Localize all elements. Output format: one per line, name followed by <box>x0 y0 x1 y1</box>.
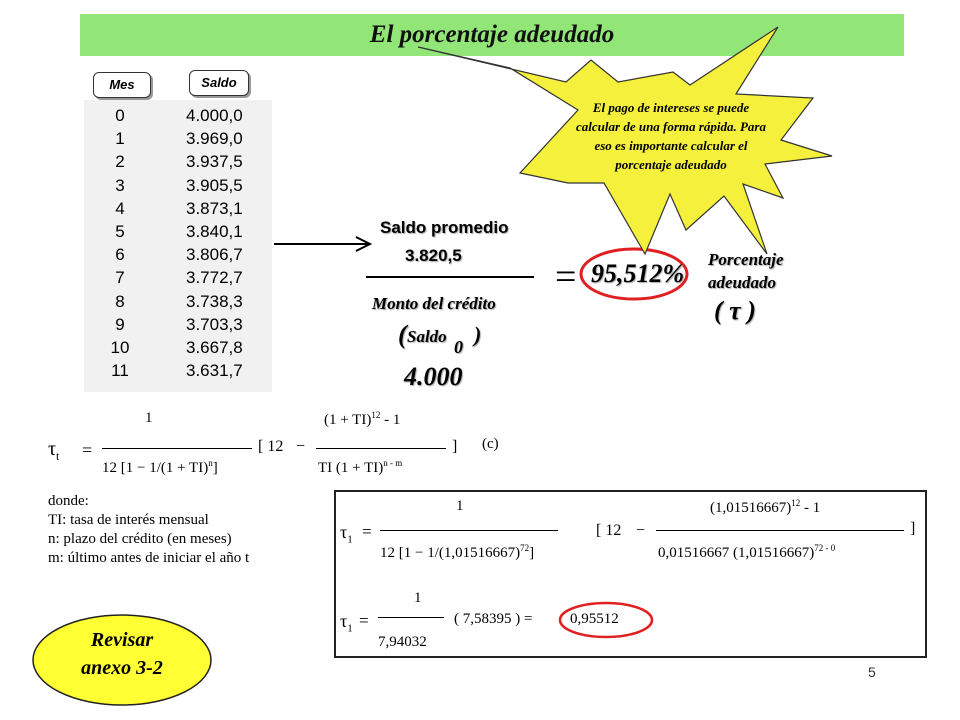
calc-den1-b: ] <box>529 545 535 561</box>
porcentaje-label-line1: Porcentaje <box>708 250 784 269</box>
table-cell-saldo: 3.631,7 <box>186 361 243 381</box>
definitions <box>48 492 249 568</box>
table-cell-mes: 3 <box>115 175 125 195</box>
tau-symbol: ( τ ) <box>714 296 756 325</box>
calc-r2-mid: ( 7,58395 ) = <box>454 611 533 627</box>
formula-num2 <box>324 410 400 429</box>
anexo-line: anexo 3-2 <box>81 657 163 679</box>
saldo-column <box>186 104 266 382</box>
formula-den1 <box>102 458 218 477</box>
calc-num2 <box>710 498 820 517</box>
table-cell-mes: 5 <box>115 222 125 242</box>
table-cell-saldo: 3.772,7 <box>186 268 243 288</box>
table-cell-saldo: 3.738,3 <box>186 291 243 311</box>
fraction-line <box>366 276 534 278</box>
paren-open: ( <box>398 320 407 349</box>
paren-close: ) <box>474 322 482 347</box>
table-cell-saldo: 3.840,1 <box>186 222 243 242</box>
table-cell-mes: 2 <box>115 152 125 172</box>
callout-line: El pago de intereses se puede <box>592 100 750 115</box>
table-cell-saldo: 3.969,0 <box>186 129 243 149</box>
formula-num1: 1 <box>145 410 153 426</box>
calc-minus: − <box>636 522 646 539</box>
definition-line: n: plazo del crédito (en meses) <box>48 531 232 547</box>
formula-den2 <box>318 458 402 477</box>
table-cell-mes: 4 <box>115 198 125 218</box>
calc-den2-exp: 72 - 0 <box>814 543 836 553</box>
calc-den2 <box>658 543 835 562</box>
formula-bracket-open: [ 12 <box>258 438 284 455</box>
calc-den2-a: 0,01516667 (1,01516667) <box>658 545 815 561</box>
calc-lhs <box>340 522 353 546</box>
porcentaje-label-line2: adeudado <box>708 273 776 292</box>
page-title: El porcentaje adeudado <box>369 21 615 48</box>
callout-line: porcentaje adeudado <box>615 157 727 172</box>
formula-fraction-line-1 <box>102 448 252 449</box>
formula-tau: τ <box>48 438 57 460</box>
equals-sign: = <box>555 256 577 298</box>
table-cell-saldo: 3.703,3 <box>186 314 243 334</box>
saldo-header: Saldo <box>189 70 249 96</box>
formula-den1-b: ] <box>212 460 218 476</box>
monto-credito-value: 4.000 <box>404 362 463 391</box>
mes-column <box>92 104 148 382</box>
formula-fraction-line-2 <box>316 448 446 449</box>
monto-credito-label: Monto del crédito <box>372 294 496 313</box>
calc-den1-exp: 72 <box>520 543 530 553</box>
calc-den1 <box>380 543 534 562</box>
saldo-sub-index: 0 <box>454 337 463 357</box>
formula-lhs <box>48 438 59 464</box>
formula-num2-a: (1 + TI) <box>324 412 372 428</box>
table-cell-mes: 6 <box>115 245 125 265</box>
table-cell-mes: 10 <box>110 338 130 358</box>
calc-fraction-line-1 <box>380 530 558 531</box>
page-number: 5 <box>868 664 876 680</box>
calc-r2-lhs-sub: 1 <box>347 622 353 635</box>
table-cell-saldo: 3.667,8 <box>186 338 243 358</box>
saldo-promedio-label: Saldo promedio <box>380 218 509 237</box>
calc-lhs-sub: 1 <box>347 533 353 546</box>
porcentaje-result: 95,512% <box>591 259 685 288</box>
calc-r2-num: 1 <box>414 590 422 606</box>
formula-den1-a: 12 [1 − 1/(1 + TI) <box>102 460 209 476</box>
table-cell-saldo: 3.905,5 <box>186 175 243 195</box>
table-cell-saldo: 3.873,1 <box>186 198 243 218</box>
calc-num2-exp: 12 <box>791 498 801 508</box>
table-cell-saldo: 3.806,7 <box>186 245 243 265</box>
calc-fraction-line-2 <box>656 530 904 531</box>
formula-equals: = <box>82 440 93 460</box>
table-cell-saldo: 3.937,5 <box>186 152 243 172</box>
table-cell-mes: 11 <box>111 361 129 381</box>
definition-line: m: último antes de iniciar el año t <box>48 550 250 566</box>
definition-line: donde: <box>48 493 89 509</box>
calc-den1-a: 12 [1 − 1/(1,01516667) <box>380 545 521 561</box>
table-cell-mes: 1 <box>115 129 125 149</box>
callout-line: calcular de una forma rápida. Para <box>576 119 766 134</box>
calc-equals: = <box>362 522 372 541</box>
calc-r2-result: 0,95512 <box>570 611 619 627</box>
calc-r2-equals: = <box>359 611 369 630</box>
table-cell-mes: 8 <box>115 291 125 311</box>
calc-num2-a: (1,01516667) <box>710 500 792 516</box>
calc-num2-b: - 1 <box>800 500 821 516</box>
formula-lhs-sub: t <box>56 449 60 463</box>
formula-den1-exp: n <box>208 458 213 468</box>
saldo-promedio-value: 3.820,5 <box>405 246 462 265</box>
callout-line: eso es importante calcular el <box>594 138 748 153</box>
callout-text <box>548 98 794 174</box>
calc-bracket-close: ] <box>910 520 916 537</box>
calc-num1: 1 <box>456 498 464 514</box>
formula-minus: − <box>296 438 306 455</box>
calc-r2-fraction-line <box>378 617 444 618</box>
definition-line: TI: tasa de interés mensual <box>48 512 209 528</box>
formula-num2-exp: 12 <box>371 410 381 420</box>
calc-r2-den: 7,94032 <box>378 634 427 650</box>
calc-bracket-open: [ 12 <box>596 522 622 539</box>
table-cell-saldo: 4.000,0 <box>186 106 243 125</box>
formula-bracket-close: ] <box>452 438 458 455</box>
right-arrow-icon <box>270 232 380 256</box>
calc-r2-tau: τ <box>340 611 348 631</box>
table-cell-mes: 0 <box>115 106 125 125</box>
formula-num2-b: - 1 <box>380 412 401 428</box>
anexo-line: Revisar <box>90 629 154 651</box>
anexo-text[interactable] <box>30 626 214 682</box>
formula-den2-exp: n - m <box>383 458 403 468</box>
calc-tau: τ <box>340 522 348 542</box>
mes-header: Mes <box>93 72 151 98</box>
formula-den2-a: TI (1 + TI) <box>318 460 384 476</box>
formula-tag: (c) <box>482 436 499 452</box>
saldo-sub-label: Saldo <box>407 327 447 346</box>
calc-r2-lhs <box>340 611 353 635</box>
table-cell-mes: 9 <box>115 314 125 334</box>
table-cell-mes: 7 <box>115 268 125 288</box>
